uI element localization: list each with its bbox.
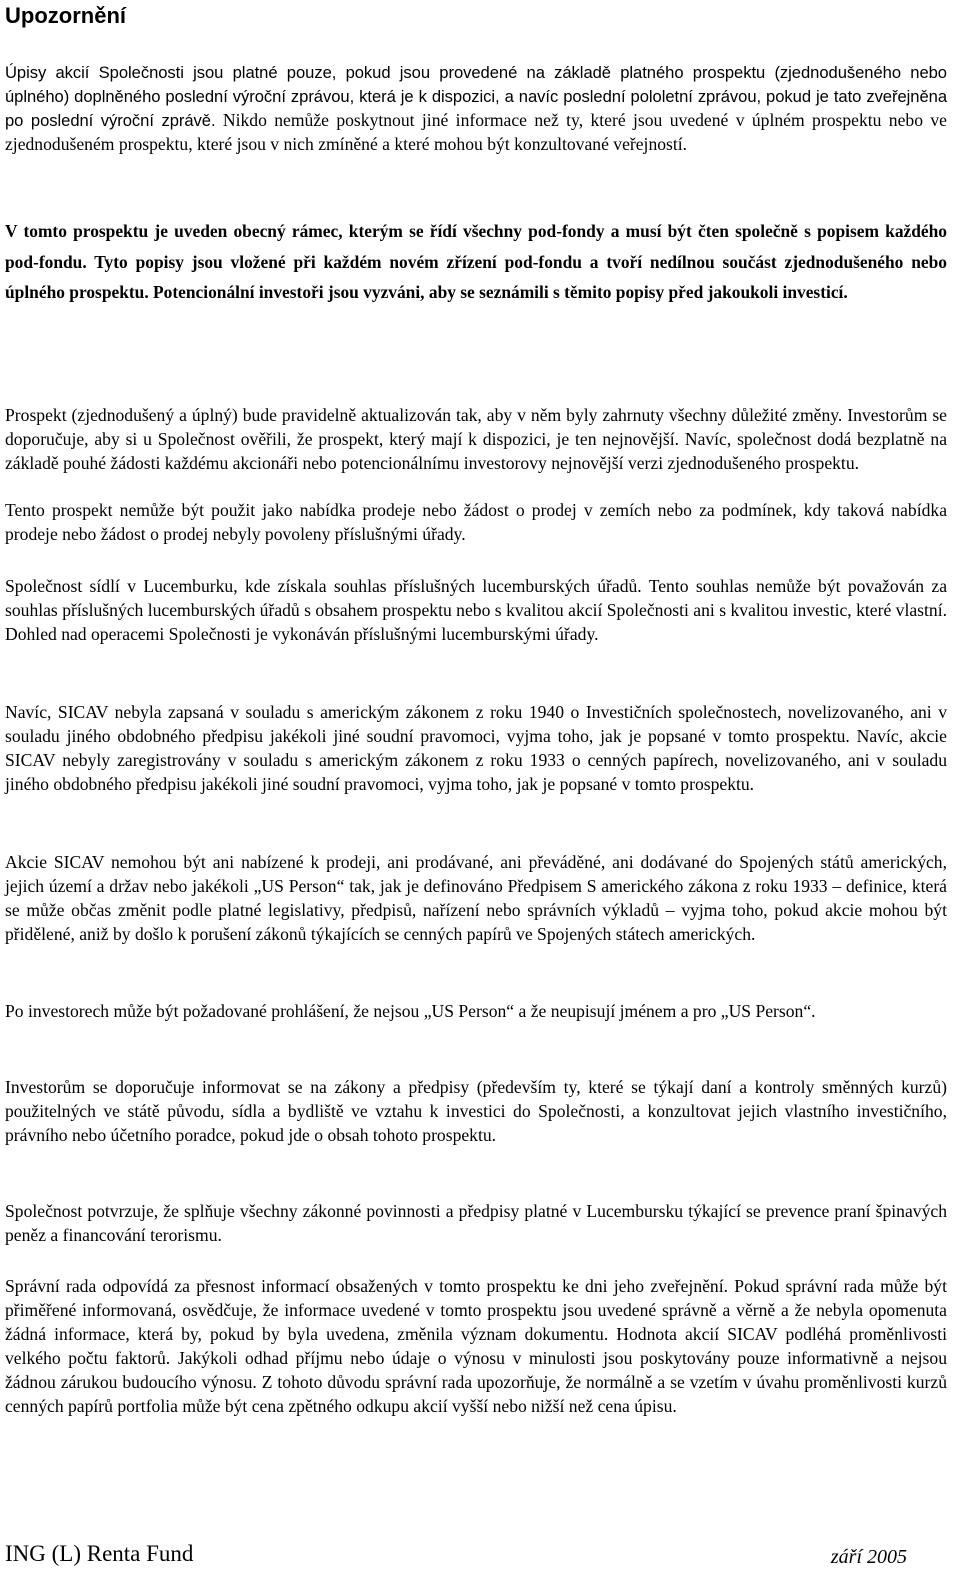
paragraph-anti-money-laundering: Společnost potvrzuje, že splňuje všechny zákonné povinnosti a předpisy platné v Lucembursku týkající se prevence praní špinavých peněz a financování terorismu. bbox=[5, 1201, 947, 1245]
paragraph-offer-restrictions: Tento prospekt nemůže být použit jako nabídka prodeje nebo žádost o prodej v zemích nebo za podmínek, kdy taková nabídka prodeje nebo žádost o prodej nebyly povoleny příslušnými úřady. bbox=[5, 500, 947, 544]
paragraph-luxembourg-seat: Společnost sídlí v Lucemburku, kde získala souhlas příslušných lucemburských úřadů. Tento souhlas nemůže být považován za souhlas příslušných lucemburských úřadů s obsahem prospektu nebo s kvalitou akcií Společnosti ani s kvalitou investic, které vlastní. Dohled nad operacemi Společnosti je vykonáván příslušnými lucemburskými úřady. bbox=[5, 576, 947, 644]
footer-fund-name: ING (L) Renta Fund bbox=[5, 1541, 194, 1566]
paragraph-subscription-validity-sans-part: Úpisy akcií Společnosti jsou platné pouze, pokud jsou provedené na základě platného prospektu (zjednodušeného nebo úplného) doplněného poslední výroční zprávou, která je k dispozici, a navíc poslední pololetní zprávou, pokud je tato zveřejněna po poslední výroční zprávě. bbox=[5, 63, 947, 130]
page-title: Upozornění bbox=[5, 3, 126, 28]
paragraph-board-responsibility: Správní rada odpovídá za přesnost informací obsažených v tomto prospektu ke dni jeho zveřejnění. Pokud správní rada může být přiměřené informovaná, osvědčuje, že informace uvedené v tomto prospektu jsou uvedené správně a věrně a že nebyla opomenuta žádná informace, která by, pokud by byla uvedena, změnila význam dokumentu. Hodnota akcií SICAV podléhá proměnlivosti velkého počtu faktorů. Jakýkoli odhad příjmu nebo údaje o výnosu v minulosti jsou poskytovány pouze informativně a nejsou žádnou zárukou budoucího výnosu. Z tohoto důvodu správní rada upozorňuje, že normálně a se vzetím v úvahu proměnlivosti kurzů cenných papírů portfolia může být cena zpětného odkupu akcií vyšší nebo nižší než cena úpisu. bbox=[5, 1276, 947, 1416]
footer-date: září 2005 bbox=[830, 1546, 907, 1568]
paragraph-subscription-validity bbox=[5, 61, 947, 157]
paragraph-investor-advice: Investorům se doporučuje informovat se na zákony a předpisy (především ty, které se týkají daní a kontroly směnných kurzů) použitelných ve státě původu, sídla a bydliště ve vztahu k investici do Společnosti, a konzultovat jejich vlastního investičního, právního nebo účetního poradce, pokud jde o obsah tohoto prospektu. bbox=[5, 1077, 947, 1145]
paragraph-general-framework: V tomto prospektu je uveden obecný rámec, kterým se řídí všechny pod-fondy a musí být čten společně s popisem každého pod-fondu. Tyto popisy jsou vložené při každém novém zřízení pod-fondu a tvoří nedílnou součást zjednodušeného nebo úplného prospektu. Potencionální investoři jsou vyzváni, aby se seznámili s těmito popisy před jakoukoli investicí. bbox=[5, 221, 947, 303]
paragraph-prospectus-updates: Prospekt (zjednodušený a úplný) bude pravidelně aktualizován tak, aby v něm byly zahrnuty všechny důležité změny. Investorům se doporučuje, aby si u Společnost ověřili, že prospekt, který mají k dispozici, je ten nejnovější. Navíc, společnost dodá bezplatně na základě pouhé žádosti každému akcionáři nebo potencionálnímu investorovy nejnovější verzi zjednodušeného prospektu. bbox=[5, 405, 947, 473]
paragraph-us-sale-restrictions: Akcie SICAV nemohou být ani nabízené k prodeji, ani prodávané, ani převáděné, ani dodávané do Spojených států amerických, jejich území a držav nebo jakékoli „US Person“ tak, jak je definováno Předpisem S amerického zákona z roku 1933 – definice, která se může občas změnit podle platné legislativy, předpisů, nařízení nebo správních výkladů – vyjma toho, pokud akcie mohou být přidělené, aniž by došlo k porušení zákonů týkajících se cenných papírů ve Spojených státech amerických. bbox=[5, 852, 947, 944]
document-page bbox=[5, 0, 947, 1583]
paragraph-us-person-declaration: Po investorech může být požadované prohlášení, že nejsou „US Person“ a že neupisují jménem a pro „US Person“. bbox=[5, 1001, 816, 1021]
paragraph-sicav-registration: Navíc, SICAV nebyla zapsaná v souladu s americkým zákonem z roku 1940 o Investičních společnostech, novelizovaného, ani v souladu jiného obdobného předpisu jakékoli jiné soudní pravomoci, vyjma toho, jak je popsané v tomto prospektu. Navíc, akcie SICAV nebyly zaregistrovány v souladu s americkým zákonem z roku 1933 o cenných papírech, novelizovaného, ani v souladu jiného obdobného předpisu jakékoli jiné soudní pravomoci, vyjma toho, jak je popsané v tomto prospektu. bbox=[5, 702, 947, 794]
paragraph-subscription-validity-serif-part: Nikdo nemůže poskytnout jiné informace než ty, které jsou uvedené v úplném prospektu nebo ve zjednodušeném prospektu, které jsou v nich zmíněné a které mohou být konzultované veřejností. bbox=[5, 109, 947, 154]
